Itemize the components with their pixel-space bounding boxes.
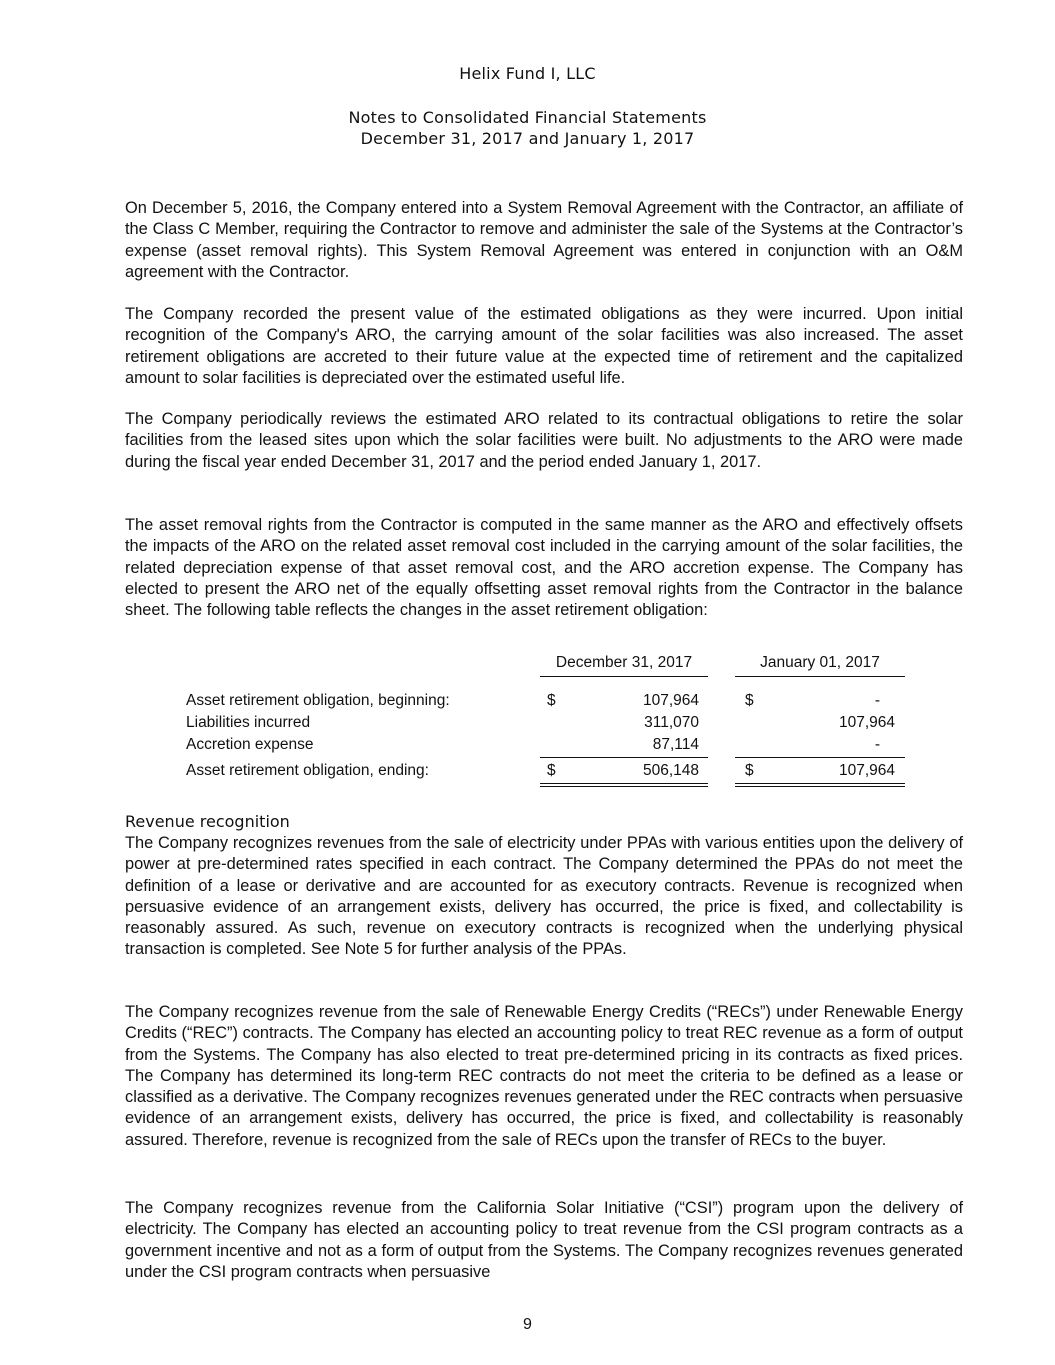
entity-name: Helix Fund I, LLC — [459, 64, 596, 83]
paragraph: The Company recognizes revenues from the sale of electricity under PPAs with various entities upon the delivery of power at pre-determined rates specified in each contract. The Company determined the PPAs do not meet the definition of a lease or derivative and are accounted for as executory contracts. Revenue is recognized when persuasive evidence of an arrangement exists, delivery has occurred, the price is fixed, and collectability is reasonably assured. As such, revenue on executory contracts is recognized when the underlying physical transaction is completed. See Note 5 for further analysis of the PPAs. — [125, 834, 963, 959]
paragraph: The Company periodically reviews the estimated ARO related to its contractual obligations to retire the solar facilities from the leased sites upon which the solar facilities were built. No adjustments to the ARO were made during the fiscal year ended December 31, 2017 and the period ended January 1, 2017. — [125, 410, 963, 471]
value-jan-2017-accretion: - — [874, 736, 880, 753]
paragraph: The Company recorded the present value of the estimated obligations as they were incurred. Upon initial recognition of the Company's ARO, the carrying amount of the solar facilities was also increased. The asset retirement obligations are accreted to their future value at the expected time of retirement and the capitalized amount to solar facilities is depreciated over the estimated useful life. — [125, 305, 963, 387]
value-jan-2017-beginning: - — [874, 692, 880, 709]
currency-symbol: $ — [547, 692, 556, 709]
paragraph: The Company recognizes revenue from the sale of Renewable Energy Credits (“RECs”) under Renewable Energy Credits (“REC”) contracts. The Company has elected an accounting policy to treat REC revenue as a form of output from the Systems. The Company has also elected to treat pre-determined pricing in its contracts as fixed prices. The Company has determined its long-term REC contracts do not meet the criteria to be defined as a lease or classified as a derivative. The Company recognizes revenues generated under the REC contracts when persuasive evidence of an arrangement exists, delivery has occurred, the price is fixed, and collectability is reasonably assured. Therefore, revenue is recognized from the sale of RECs upon the transfer of RECs to the buyer. — [125, 1003, 963, 1149]
document-title: Notes to Consolidated Financial Statements — [348, 108, 707, 127]
paragraph: The asset removal rights from the Contractor is computed in the same manner as the ARO and effectively offsets the impacts of the ARO on the related asset removal cost included in the carrying amount of the solar facilities, the related depreciation expense of that asset removal cost, and the ARO accretion expense. The Company has elected to present the ARO net of the equally offsetting asset removal rights from the Contractor in the balance sheet. The following table reflects the changes in the asset retirement obligation: — [125, 516, 963, 620]
value-dec-2017-beginning: 107,964 — [642, 692, 699, 709]
currency-symbol: $ — [745, 692, 754, 709]
row-label-accretion-expense: Accretion expense — [186, 736, 314, 753]
value-dec-2017-accretion: 87,114 — [652, 736, 699, 753]
aro-paragraph-4 — [125, 515, 963, 621]
subtotal-rule — [735, 757, 905, 758]
value-dec-2017-ending: 506,148 — [642, 762, 699, 779]
document-dates: December 31, 2017 and January 1, 2017 — [360, 129, 695, 148]
total-double-rule — [540, 783, 708, 787]
column-underline — [540, 676, 708, 677]
value-jan-2017-ending: 107,964 — [838, 762, 895, 779]
revenue-paragraph-1 — [125, 833, 963, 961]
column-underline — [735, 676, 905, 677]
aro-paragraph-2 — [125, 304, 963, 389]
currency-symbol: $ — [547, 762, 556, 779]
total-double-rule — [735, 783, 905, 787]
row-label-beginning: Asset retirement obligation, beginning: — [186, 692, 450, 709]
subtotal-rule — [540, 757, 708, 758]
row-label-ending: Asset retirement obligation, ending: — [186, 762, 429, 779]
value-jan-2017-liabilities: 107,964 — [838, 714, 895, 731]
column-header-jan-2017: January 01, 2017 — [760, 654, 880, 671]
page-number: 9 — [523, 1316, 532, 1333]
aro-paragraph-1 — [125, 198, 963, 283]
section-title-revenue-recognition: Revenue recognition — [125, 812, 290, 831]
paragraph: On December 5, 2016, the Company entered into a System Removal Agreement with the Contractor, an affiliate of the Class C Member, requiring the Contractor to remove and administer the sale of the Systems at the Contractor’s expense (asset removal rights). This System Removal Agreement was entered in conjunction with an O&M agreement with the Contractor. — [125, 199, 963, 281]
currency-symbol: $ — [745, 762, 754, 779]
row-label-liabilities-incurred: Liabilities incurred — [186, 714, 311, 731]
column-header-dec-2017: December 31, 2017 — [555, 654, 693, 671]
revenue-paragraph-3 — [125, 1198, 963, 1283]
value-dec-2017-liabilities: 311,070 — [644, 714, 699, 731]
paragraph: The Company recognizes revenue from the California Solar Initiative (“CSI”) program upon the delivery of electricity. The Company has elected an accounting policy to treat revenue from the CSI program contracts as a government incentive and not as a form of output from the Systems. The Company recognizes revenues generated under the CSI program contracts when persuasive — [125, 1199, 963, 1281]
aro-paragraph-3 — [125, 409, 963, 473]
revenue-paragraph-2 — [125, 1002, 963, 1151]
